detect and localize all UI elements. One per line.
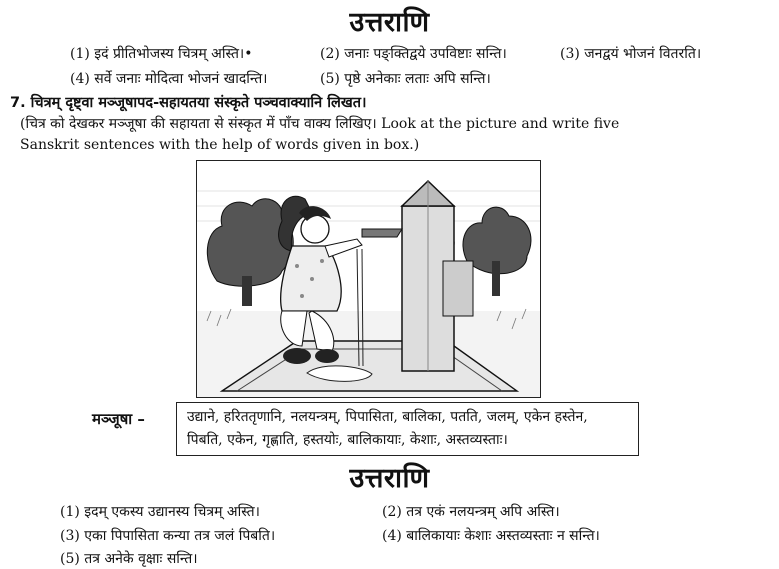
answer-1-2: (2) जनाः पङ्क्तिद्वये उपविष्टाः सन्ति। [320, 46, 507, 62]
answer-2-2: (2) तत्र एकं नलयन्त्रम् अपि अस्ति। [382, 504, 560, 520]
manjusha-words-line-1: उद्याने, हरिततृणानि, नलयन्त्रम्, पिपासिता, बालिका, पतति, जलम्, एकेन हस्तेन, [187, 409, 588, 425]
girl-drinking-water-illustration [196, 160, 541, 398]
answers-heading-bottom: उत्तराणि [349, 463, 430, 494]
answer-1-5: (5) पृष्ठे अनेकाः लताः अपि सन्ति। [320, 71, 491, 87]
question-instruction-2: Sanskrit sentences with the help of words given in box.) [20, 137, 420, 153]
manjusha-label: मञ्जूषा – [92, 410, 145, 428]
answer-2-1: (1) इदम् एकस्य उद्यानस्य चित्रम् अस्ति। [60, 504, 260, 520]
answer-1-4: (4) सर्वे जनाः मोदित्वा भोजनं खादन्ति। [70, 71, 268, 87]
answer-2-3: (3) एका पिपासिता कन्या तत्र जलं पिबति। [60, 528, 276, 544]
answer-2-4: (4) बालिकायाः केशाः अस्तव्यस्ताः न सन्ति। [382, 528, 600, 544]
manjusha-words-line-2: पिबति, एकेन, गृह्णाति, हस्तयोः, बालिकायाः, केशाः, अस्तव्यस्ताः। [187, 432, 508, 448]
question-title: 7. चित्रम् दृष्ट्वा मञ्जूषापद-सहायतया संस्कृते पञ्चवाक्यानि लिखत। [10, 95, 367, 111]
answers-heading-top: उत्तराणि [349, 7, 430, 38]
manjusha-word-box [176, 402, 639, 456]
answer-2-5: (5) तत्र अनेके वृक्षाः सन्ति। [60, 551, 198, 567]
left-tree [207, 199, 293, 306]
question-instruction-1: (चित्र को देखकर मञ्जूषा की सहायता से संस्कृत में पाँच वाक्य लिखिए। Look at the picture and write five [20, 116, 620, 132]
answer-1-3: (3) जनद्वयं भोजनं वितरति। [560, 46, 702, 62]
answer-1-1: (1) इदं प्रीतिभोजस्य चित्रम् अस्ति।• [70, 46, 253, 62]
